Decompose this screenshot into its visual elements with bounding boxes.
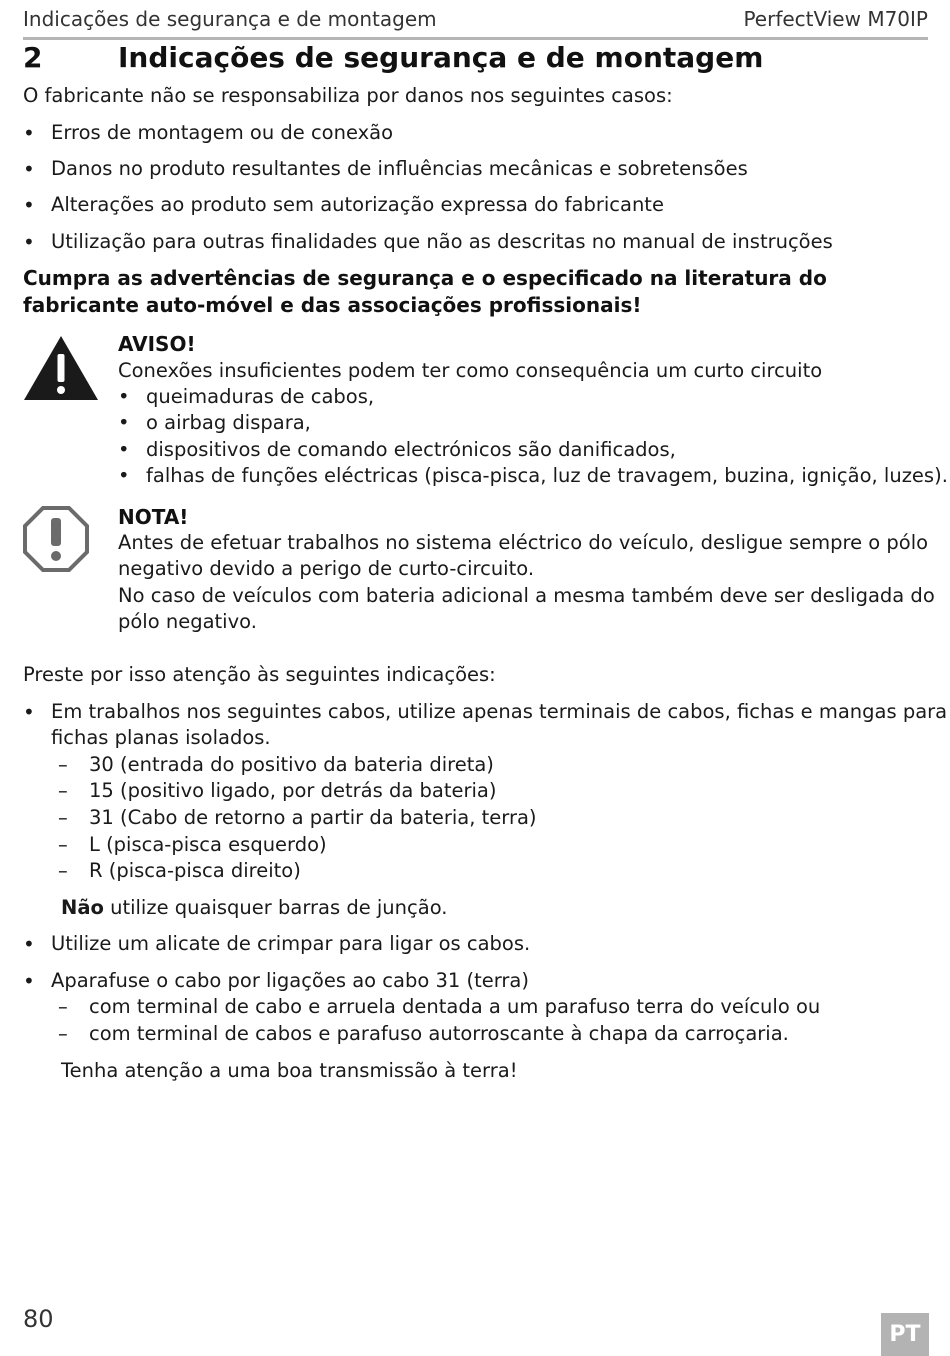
running-header-product: PerfectView M70IP <box>743 7 928 31</box>
list-item-continuation: fichas planas isolados. <box>51 726 271 749</box>
dash-icon: – <box>58 806 68 829</box>
bullet-icon: • <box>23 193 35 217</box>
note-line: negativo devido a perigo de curto-circuito. <box>118 557 535 580</box>
bullet-icon: • <box>23 969 35 993</box>
section-number: 2 <box>23 41 43 74</box>
bullet-icon: • <box>23 700 35 724</box>
dash-icon: – <box>58 753 68 776</box>
section-title: Indicações de segurança e de montagem <box>118 41 764 74</box>
bullet-icon: • <box>23 230 35 254</box>
note-title: NOTA! <box>118 505 189 529</box>
bullet-icon: • <box>118 385 130 408</box>
language-badge: PT <box>881 1313 929 1356</box>
note-line: Antes de efetuar trabalhos no sistema eléctrico do veículo, desligue sempre o pólo <box>118 531 929 554</box>
dash-icon: – <box>58 995 68 1018</box>
dash-icon: – <box>58 779 68 802</box>
note-line: No caso de veículos com bateria adicional a mesma também deve ser desligada do <box>118 584 935 607</box>
dash-icon: – <box>58 1022 68 1045</box>
bullet-icon: • <box>118 438 130 461</box>
note-line: pólo negativo. <box>118 610 257 633</box>
bullet-icon: • <box>23 932 35 956</box>
bullet-icon: • <box>118 411 130 434</box>
no-junction-bars-note: Não utilize quaisquer barras de junção. <box>61 896 448 919</box>
dash-icon: – <box>58 833 68 856</box>
page-number: 80 <box>23 1305 54 1333</box>
bullet-icon: • <box>118 464 130 487</box>
dash-icon: – <box>58 859 68 882</box>
running-header-section: Indicações de segurança e de montagem <box>23 7 437 31</box>
intro-text: O fabricante não se responsabiliza por danos nos seguintes casos: <box>23 84 673 107</box>
bullet-icon: • <box>23 157 35 181</box>
warning-title: AVISO! <box>118 332 196 356</box>
header-divider <box>23 37 928 40</box>
warning-triangle-icon <box>22 334 100 402</box>
ground-note: Tenha atenção a uma boa transmissão à terra! <box>61 1059 518 1082</box>
bullet-icon: • <box>23 121 35 145</box>
warning-text: Conexões insuficientes podem ter como consequência um curto circuito <box>118 359 823 382</box>
note-octagon-icon <box>22 505 90 573</box>
attention-text: Preste por isso atenção às seguintes indicações: <box>23 663 496 686</box>
safety-notice: Cumpra as advertências de segurança e o especificado na literatura do fabricante auto-móvel e das associações profissionais! <box>23 266 827 317</box>
